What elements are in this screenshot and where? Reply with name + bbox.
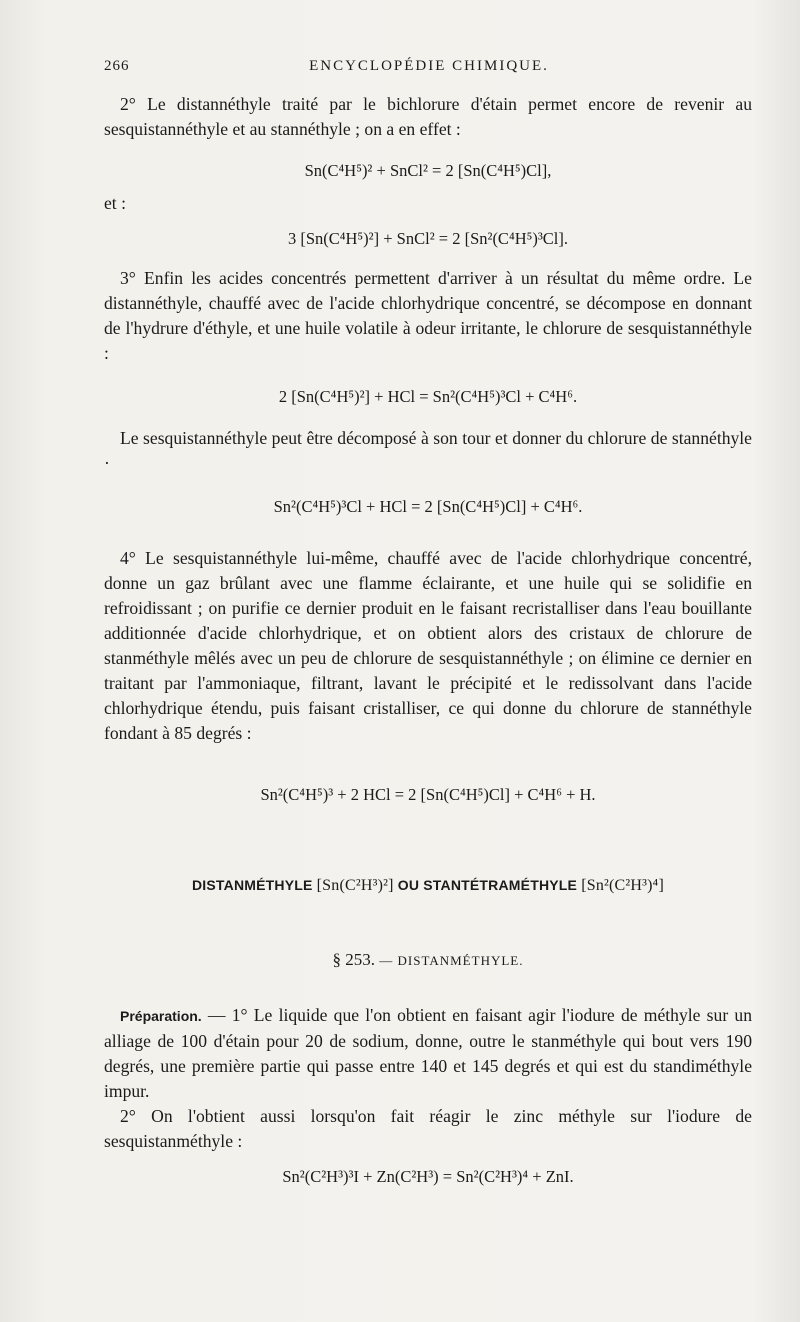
paragraph-2 — [104, 92, 752, 142]
paragraph-4-text: 4° Le sesquistannéthyle lui-même, chauffé avec de l'acide chlorhydrique concentré, donne un gaz brûlant avec une flamme éclairante, et une huile qui se solidifie en refroidissant ; on purifie ce dernier produit en le faisant recristalliser dans l'eau bouillante additionnée d'acide chlorhydrique, et on obtient alors des cristaux de chlorure de stanméthyle mêlés avec un peu de chlorure de sesquistannéthyle ; on élimine ce dernier en traitant par l'ammoniaque, filtrant, lavant le précipité et le redissolvant dans l'acide chlorhydrique étendu, puis faisant cristalliser, ce qui donne du chlorure de stannéthyle fondant à 85 degrés : — [104, 548, 752, 743]
paragraph-4 — [104, 546, 752, 746]
page-header — [104, 58, 754, 84]
equation-4: Sn²(C⁴H⁵)³Cl + HCl = 2 [Sn(C⁴H⁵)Cl] + C⁴H⁶. — [273, 497, 583, 516]
preparation-label: Préparation. — [120, 1008, 202, 1024]
equation-2: 3 [Sn(C⁴H⁵)²] + SnCl² = 2 [Sn²(C⁴H⁵)³Cl]. — [287, 229, 569, 248]
page-number: 266 — [104, 58, 130, 74]
et-label: et : — [104, 193, 126, 213]
paragraph-sesqui-text: Le sesquistannéthyle peut être décomposé à son tour et donner du chlorure de stannéthyle · — [104, 428, 752, 473]
paragraph-2b-text: 2° On l'obtient aussi lorsqu'on fait réagir le zinc méthyle sur l'iodure de sesquistanméthyle : — [104, 1106, 752, 1151]
compound-heading — [104, 877, 752, 895]
heading-right-word: STANTÉTRAMÉTHYLE — [423, 877, 578, 893]
equation-3: 2 [Sn(C⁴H⁵)²] + HCl = Sn²(C⁴H⁵)³Cl + C⁴H⁶. — [278, 387, 578, 406]
equation-5: Sn²(C⁴H⁵)³ + 2 HCl = 2 [Sn(C⁴H⁵)Cl] + C⁴H⁶ + H. — [260, 785, 596, 804]
heading-left-formula: [Sn(C²H³)²] — [316, 877, 394, 894]
section-label: — DISTANMÉTHYLE. — [379, 953, 524, 968]
paragraph-3-text: 3° Enfin les acides concentrés permettent d'arriver à un résultat du même ordre. Le distannéthyle, chauffé avec de l'acide chlorhydrique concentré, se décompose en donnant de l'hydrure d'éthyle, et une huile volatile à odeur irritante, le chlorure de sesquistannéthyle : — [104, 268, 752, 363]
paragraph-3 — [104, 266, 752, 366]
paragraph-sesqui — [104, 426, 752, 476]
heading-right-formula: [Sn²(C²H³)⁴] — [581, 877, 664, 894]
section-number: § 253. — [332, 950, 375, 969]
heading-left-word: DISTANMÉTHYLE — [191, 877, 313, 893]
equation-6: Sn²(C²H³)³I + Zn(C²H³) = Sn²(C²H³)⁴ + ZnI. — [282, 1167, 574, 1186]
paragraph-preparation — [104, 1003, 752, 1104]
paragraph-2-text: 2° Le distannéthyle traité par le bichlorure d'étain permet encore de revenir au sesquistannéthyle et au stannéthyle ; on a en effet : — [104, 94, 752, 139]
heading-middle: OU — [397, 877, 420, 893]
preparation-text: — 1° Le liquide que l'on obtient en faisant agir l'iodure de méthyle sur un alliage de 100 d'étain pour 20 de sodium, donne, outre le stanméthyle qui bout vers 190 degrés, une première partie qui passe entre 140 et 145 degrés et qui est du standiméthyle impur. — [104, 1005, 752, 1101]
section-title — [104, 950, 752, 970]
equation-1: Sn(C⁴H⁵)² + SnCl² = 2 [Sn(C⁴H⁵)Cl], — [304, 161, 552, 180]
paragraph-preparation-text — [104, 1003, 752, 1104]
running-title: ENCYCLOPÉDIE CHIMIQUE. — [309, 58, 549, 74]
paragraph-2b — [104, 1104, 752, 1154]
